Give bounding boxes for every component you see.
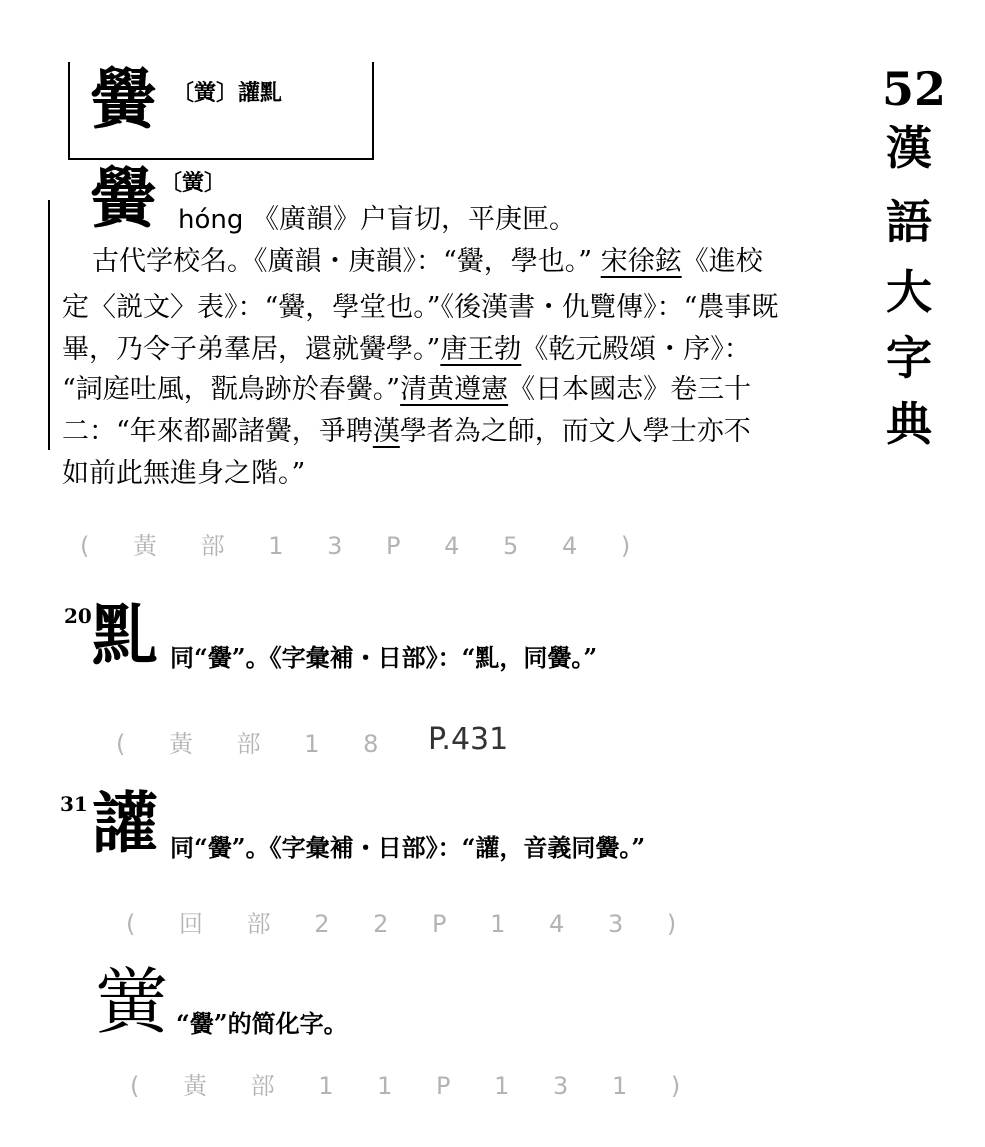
stroke-count: 31: [60, 792, 88, 816]
definition-line: [62, 460, 305, 487]
definition-line: [92, 248, 763, 275]
def-name-underlined: 清黄遵憲: [400, 374, 509, 405]
def-name-underlined: 唐王勃: [440, 334, 522, 365]
def-text: 學者為之師，而文人學士亦不: [399, 416, 751, 447]
stroke-count: 20: [64, 604, 92, 628]
def-text: 如前此無進身之階。”: [62, 458, 306, 489]
definition-line: [62, 376, 751, 403]
def-name-underlined: 漢: [372, 416, 400, 447]
book-title-char-3: 大: [886, 265, 932, 319]
def-text: 《乾元殿頌・序》：: [521, 334, 751, 365]
pinyin: hóng: [178, 205, 244, 235]
entry-31-head-char: 讙: [92, 784, 158, 862]
book-title-char-5: 典: [886, 397, 932, 451]
def-text: “詞庭吐風，翫鳥跡於春黌。”: [62, 374, 401, 405]
book-title-char-2: 語: [886, 195, 932, 249]
def-text: 古代学校名。《廣韻・庚韻》：“黌，學也。”: [92, 246, 601, 277]
def-text: 《日本國志》卷三十: [508, 374, 752, 405]
def-text: 定〈説文〉表》：“黌，學堂也。”《後漢書・仇覽傳》：“農事既: [62, 292, 779, 323]
header-head-char: 黌: [90, 60, 156, 138]
book-title-char-4: 字: [886, 331, 932, 385]
pencil-annotation: ( 回 部 2 2 P 1 4 3 ): [126, 910, 695, 938]
def-text: 二：“年來都鄙諸黌，爭聘: [62, 416, 373, 447]
definition-line: [62, 336, 751, 363]
entry-31-text: 同“黌”。《字彙補・日部》：“讙，音義同黌。”: [170, 833, 646, 862]
definition-line: [62, 418, 751, 445]
pencil-annotation: ( 黃 部 1 8: [116, 730, 397, 758]
main-pronunciation: [178, 206, 576, 233]
pencil-annotation: ( 黃 部 1 3 P 4 5 4 ): [80, 532, 649, 560]
left-margin-rule: [48, 200, 50, 450]
definition-line: [62, 294, 778, 321]
header-mark: [330, 158, 354, 160]
fanqie: 《廣韻》户盲切，平庚匣。: [251, 204, 576, 235]
def-text: 畢，乃令子弟羣居，還就黌學。”: [62, 334, 441, 365]
def-name-underlined: 宋徐鉉: [600, 246, 682, 277]
def-text: 《進校: [681, 246, 763, 277]
main-head-char: 黌: [90, 159, 156, 237]
book-title-char-1: 漢: [886, 121, 932, 175]
pencil-page-ref: P.431: [428, 722, 509, 757]
simplified-text: “黌”的简化字。: [176, 1009, 348, 1038]
main-variant-note: 〔黉〕: [160, 170, 227, 196]
simplified-head-char: 黉: [96, 960, 169, 1044]
page-number: 52: [882, 62, 947, 116]
entry-20-head-char: 䵝: [92, 596, 158, 674]
header-variant-note: 〔黉〕讙䵝: [172, 80, 283, 106]
pencil-annotation: ( 黃 部 1 1 P 1 3 1 ): [130, 1072, 699, 1100]
entry-20-text: 同“黌”。《字彙補・日部》：“䵝，同黌。”: [170, 643, 598, 672]
